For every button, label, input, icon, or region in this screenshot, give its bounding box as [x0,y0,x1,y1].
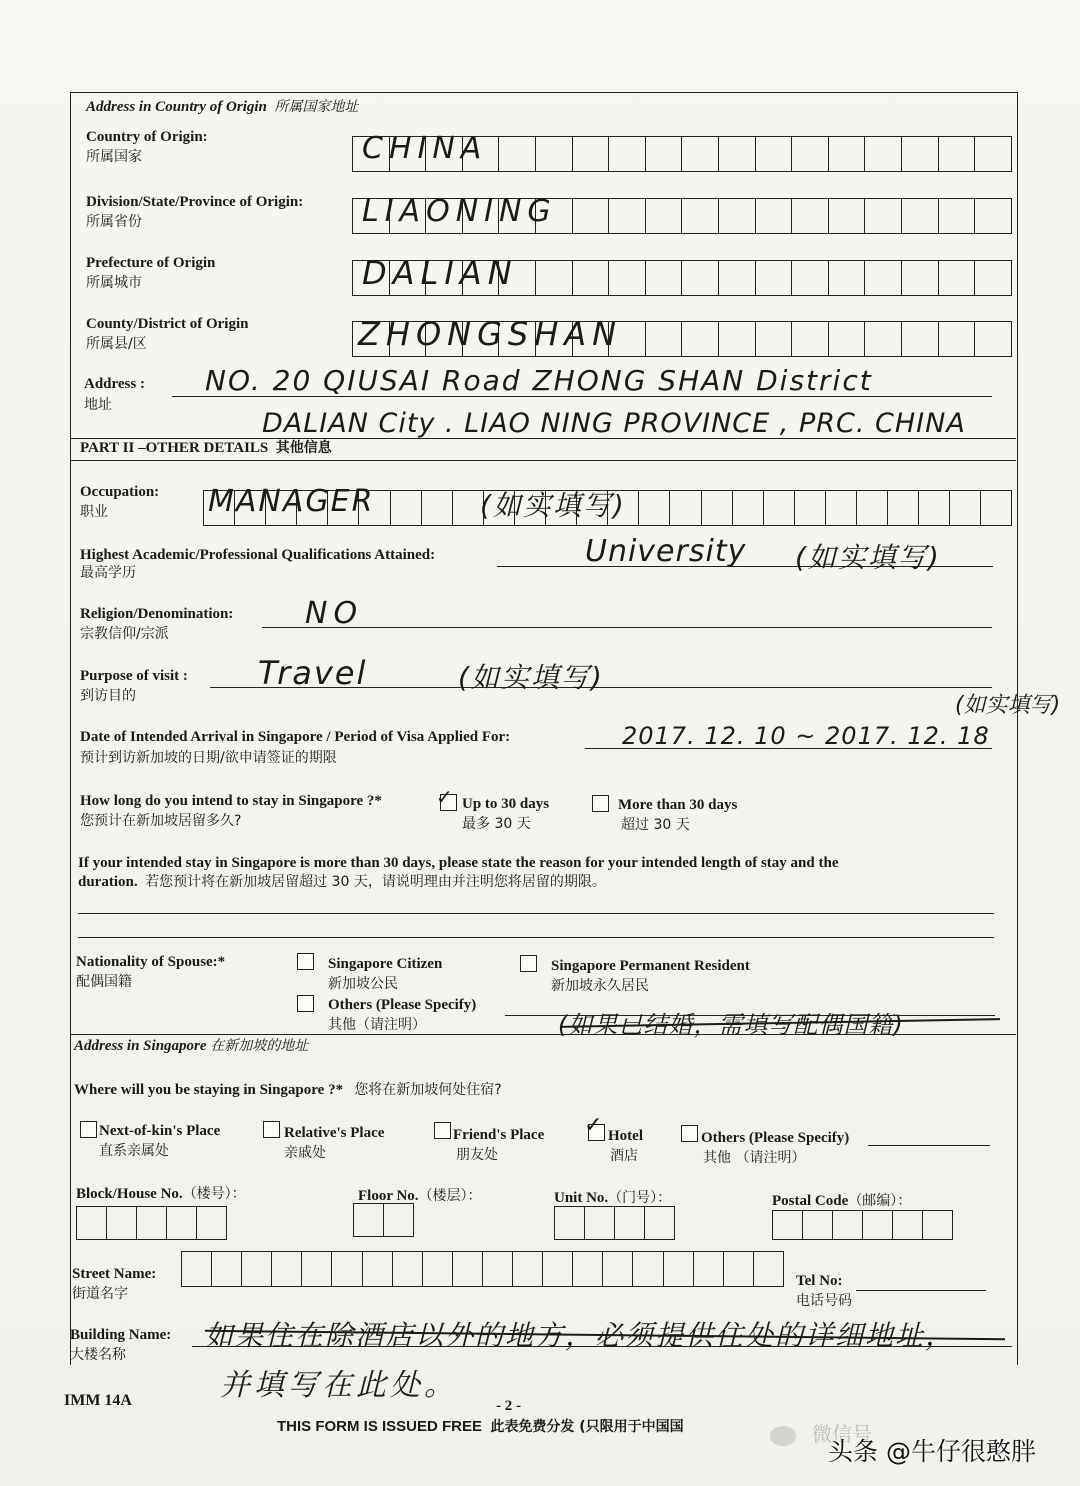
prefecture-label-zh: 所属城市 [86,275,142,291]
stay-others-checkbox[interactable] [681,1125,698,1142]
wechat-logo-icon [770,1426,796,1446]
unit-label: Unit No.（门号）： [554,1190,672,1206]
char-box[interactable] [107,1207,137,1239]
char-box[interactable] [792,322,829,356]
char-box[interactable] [483,1252,513,1286]
char-box[interactable] [573,1252,603,1286]
char-box[interactable] [764,491,795,525]
building-label: Building Name: [70,1327,172,1343]
char-box[interactable] [939,199,976,233]
watermark-text: 头条 @牛仔很憨胖 [828,1437,1036,1466]
postal-field[interactable] [772,1210,953,1240]
spouse-opt2-label-zh: 新加坡永久居民 [551,978,649,994]
date-label: Date of Intended Arrival in Singapore / Period of Visa Applied For: [80,729,511,745]
char-box[interactable] [719,199,756,233]
char-box[interactable] [865,199,902,233]
reason-line1: If your intended stay in Singapore is more than 30 days, please state the reason for your intended length of stay and the [78,855,839,871]
char-box[interactable] [888,491,919,525]
stay-label: How long do you intend to stay in Singapore ?* [80,793,382,809]
stay-opt2-label: More than 30 days [618,797,738,813]
char-box[interactable] [902,199,939,233]
religion-line[interactable] [262,627,992,628]
char-box[interactable] [719,322,756,356]
reason-line-a[interactable] [78,913,994,914]
occupation-label-zh: 职业 [80,504,108,520]
qualification-label-zh: 最高学历 [80,565,136,581]
stay-friend-checkbox[interactable] [434,1122,451,1139]
char-box[interactable] [975,322,1012,356]
spouse-opt1-label-zh: 新加坡公民 [328,976,398,992]
qualification-note: (如实填写) [795,541,941,574]
province-label-zh: 所属省份 [86,214,142,230]
char-box[interactable] [756,137,793,171]
char-box[interactable] [754,1252,784,1286]
date-value: 2017. 12. 10 ~ 2017. 12. 18 [622,722,990,750]
stay-opt1-label: Up to 30 days [462,796,550,812]
stay-relative-checkbox[interactable] [263,1121,280,1138]
spouse-sg-pr-checkbox[interactable] [520,955,537,972]
address-value-line1: NO. 20 QIUSAI Road ZHONG SHAN District [205,364,873,397]
purpose-note: (如实填写) [458,661,604,694]
char-box[interactable] [826,491,857,525]
char-box[interactable] [272,1252,302,1286]
date-note: (如实填写) [955,693,1061,718]
char-box[interactable] [573,137,610,171]
divider-address-sg [70,1034,1016,1035]
char-box[interactable] [981,491,1012,525]
where-opt5-label-zh: 其他 （请注明） [703,1150,806,1166]
where-opt2-label: Relative's Place [284,1125,385,1141]
floor-field[interactable] [353,1203,414,1237]
country-value: CHINA [362,131,488,166]
section-title-address-sg: Address in Singapore 在新加坡的地址 [74,1038,309,1054]
char-box[interactable] [792,137,829,171]
qualification-value: University [585,534,747,569]
watermark-faint: 微信号 [812,1422,872,1446]
char-box[interactable] [645,1207,675,1239]
char-box[interactable] [615,1207,645,1239]
char-box[interactable] [543,1252,573,1286]
purpose-label: Purpose of visit : [80,668,188,684]
char-box[interactable] [513,1252,543,1286]
char-box[interactable] [212,1252,242,1286]
county-value: ZHONGSHAN [358,315,623,353]
char-box[interactable] [573,261,610,295]
where-opt4-label: Hotel [608,1128,643,1144]
where-opt1-label-zh: 直系亲属处 [99,1143,169,1159]
province-label: Division/State/Province of Origin: [86,194,304,210]
street-label-zh: 街道名字 [72,1286,128,1302]
char-box[interactable] [332,1252,362,1286]
where-opt3-label: Friend's Place [453,1127,545,1143]
char-box[interactable] [863,1211,893,1239]
char-box[interactable] [609,261,646,295]
char-box[interactable] [833,1211,863,1239]
char-box[interactable] [792,199,829,233]
char-box[interactable] [756,199,793,233]
country-label-zh: 所属国家 [86,149,142,165]
char-box[interactable] [646,137,683,171]
char-box[interactable] [792,261,829,295]
stay-others-line[interactable] [868,1145,990,1146]
char-box[interactable] [609,199,646,233]
char-box[interactable] [664,1252,694,1286]
char-box[interactable] [384,1204,414,1236]
char-box[interactable] [902,137,939,171]
where-label: Where will you be staying in Singapore ?* 您将在新加坡何处住宿? [74,1082,502,1098]
char-box[interactable] [585,1207,615,1239]
char-box[interactable] [167,1207,197,1239]
char-box[interactable] [363,1252,393,1286]
char-box[interactable] [975,137,1012,171]
building-note-line2: 并填写在此处。 [220,1368,458,1403]
char-box[interactable] [733,491,764,525]
char-box[interactable] [77,1207,107,1239]
block-field[interactable] [76,1206,227,1240]
tel-label-zh: 电话号码 [796,1293,852,1309]
char-box[interactable] [950,491,981,525]
char-box[interactable] [919,491,950,525]
spouse-opt3-label-zh: 其他（请注明） [328,1017,426,1033]
floor-label: Floor No.（楼层）： [358,1188,482,1204]
char-box[interactable] [242,1252,272,1286]
char-box[interactable] [975,261,1012,295]
char-box[interactable] [670,491,701,525]
char-box[interactable] [682,199,719,233]
char-box[interactable] [756,261,793,295]
form-id: IMM 14A [64,1392,132,1409]
purpose-value: Travel [258,654,368,692]
char-box[interactable] [453,1252,483,1286]
unit-field[interactable] [554,1206,675,1240]
char-box[interactable] [197,1207,227,1239]
char-box[interactable] [803,1211,833,1239]
province-value: LIAONING [362,194,557,229]
country-label: Country of Origin: [86,129,208,145]
char-box[interactable] [536,261,573,295]
char-box[interactable] [975,199,1012,233]
issued-free-text: THIS FORM IS ISSUED FREE 此表免费分发 (只限用于中国国 [277,1418,684,1435]
street-label: Street Name: [72,1266,157,1282]
spouse-opt2-label: Singapore Permanent Resident [551,958,750,974]
address-label: Address : [84,376,145,392]
char-box[interactable] [639,491,670,525]
char-box[interactable] [609,137,646,171]
char-box[interactable] [923,1211,953,1239]
part2-title: PART II –OTHER DETAILS 其他信息 [80,440,332,456]
religion-label: Religion/Denomination: [80,606,234,622]
char-box[interactable] [423,1252,453,1286]
char-box[interactable] [865,322,902,356]
tel-line[interactable] [856,1290,986,1291]
spouse-sg-citizen-checkbox[interactable] [297,953,314,970]
char-box[interactable] [893,1211,923,1239]
char-box[interactable] [646,199,683,233]
char-box[interactable] [603,1252,633,1286]
char-box[interactable] [573,199,610,233]
char-box[interactable] [795,491,826,525]
char-box[interactable] [422,491,453,525]
char-box[interactable] [724,1252,754,1286]
county-label-zh: 所属县/区 [86,336,147,352]
address-label-zh: 地址 [84,397,112,413]
char-box[interactable] [756,322,793,356]
char-box[interactable] [857,491,888,525]
building-note-line1: 如果住在除酒店以外的地方，必须提供住处的详细地址， [205,1319,956,1352]
occupation-note: (如实填写) [480,489,626,522]
char-box[interactable] [302,1252,332,1286]
char-box[interactable] [702,491,733,525]
page-number: - 2 - [496,1398,521,1414]
tel-label: Tel No: [796,1273,843,1289]
char-box[interactable] [865,261,902,295]
char-box[interactable] [939,261,976,295]
char-box[interactable] [694,1252,724,1286]
char-box[interactable] [633,1252,663,1286]
char-box[interactable] [829,322,866,356]
char-box[interactable] [354,1204,384,1236]
char-box[interactable] [499,137,536,171]
where-opt5-label: Others (Please Specify) [701,1130,850,1146]
stay-next-of-kin-checkbox[interactable] [80,1121,97,1138]
prefecture-label: Prefecture of Origin [86,255,216,271]
char-box[interactable] [682,137,719,171]
purpose-label-zh: 到访目的 [80,688,136,704]
religion-label-zh: 宗教信仰/宗派 [80,626,169,642]
qualification-label: Highest Academic/Professional Qualifications Attained: [80,547,436,563]
check-mark-icon: ✓ [436,785,453,809]
stay-opt1-label-zh: 最多 30 天 [462,816,531,832]
address-value-line2: DALIAN City . LIAO NING PROVINCE , PRC. CHINA [262,408,966,439]
char-box[interactable] [865,137,902,171]
check-mark-icon: ✓ [584,1113,603,1138]
stay-opt2-label-zh: 超过 30 天 [621,817,690,833]
char-box[interactable] [829,199,866,233]
char-box[interactable] [719,137,756,171]
where-opt2-label-zh: 亲戚处 [284,1145,326,1161]
reason-line2: duration. 若您预计将在新加坡居留超过 30 天，请说明理由并注明您将居留的期限。 [78,874,606,890]
spouse-label-zh: 配偶国籍 [76,974,132,990]
where-opt4-label-zh: 酒店 [610,1148,638,1164]
occupation-value: MANAGER [208,484,375,519]
char-box[interactable] [646,322,683,356]
char-box[interactable] [391,491,422,525]
stay-label-zh: 您预计在新加坡居留多久? [80,813,242,829]
spouse-label: Nationality of Spouse:* [76,954,226,970]
section-title-address-origin: Address in Country of Origin 所属国家地址 [86,99,359,115]
char-box[interactable] [829,261,866,295]
county-label: County/District of Origin [86,316,249,332]
prefecture-value: DALIAN [362,254,518,292]
char-box[interactable] [393,1252,423,1286]
street-field[interactable] [181,1251,784,1287]
char-box[interactable] [646,261,683,295]
char-box[interactable] [902,322,939,356]
divider-part2-bottom [70,460,1016,461]
char-box[interactable] [773,1211,803,1239]
where-opt1-label: Next-of-kin's Place [99,1123,221,1139]
char-box[interactable] [939,137,976,171]
char-box[interactable] [939,322,976,356]
date-label-zh: 预计到访新加坡的日期/欲申请签证的期限 [80,750,337,766]
block-label: Block/House No.（楼号）： [76,1186,246,1202]
spouse-opt3-label: Others (Please Specify) [328,997,477,1013]
char-box[interactable] [719,261,756,295]
where-opt3-label-zh: 朋友处 [456,1147,498,1163]
char-box[interactable] [829,137,866,171]
char-box[interactable] [682,322,719,356]
char-box[interactable] [536,137,573,171]
char-box[interactable] [182,1252,212,1286]
spouse-opt1-label: Singapore Citizen [328,956,443,972]
char-box[interactable] [682,261,719,295]
spouse-note: (如果已结婚，需填写配偶国籍) [558,1011,904,1039]
spouse-others-checkbox[interactable] [297,995,314,1012]
stay-more-than-30-checkbox[interactable] [592,795,609,812]
religion-value: NO [305,596,364,631]
occupation-label: Occupation: [80,484,160,500]
postal-label: Postal Code（邮编）： [772,1193,912,1209]
char-box[interactable] [902,261,939,295]
building-label-zh: 大楼名称 [70,1347,126,1363]
char-box[interactable] [555,1207,585,1239]
reason-line-b[interactable] [78,937,994,938]
char-box[interactable] [137,1207,167,1239]
